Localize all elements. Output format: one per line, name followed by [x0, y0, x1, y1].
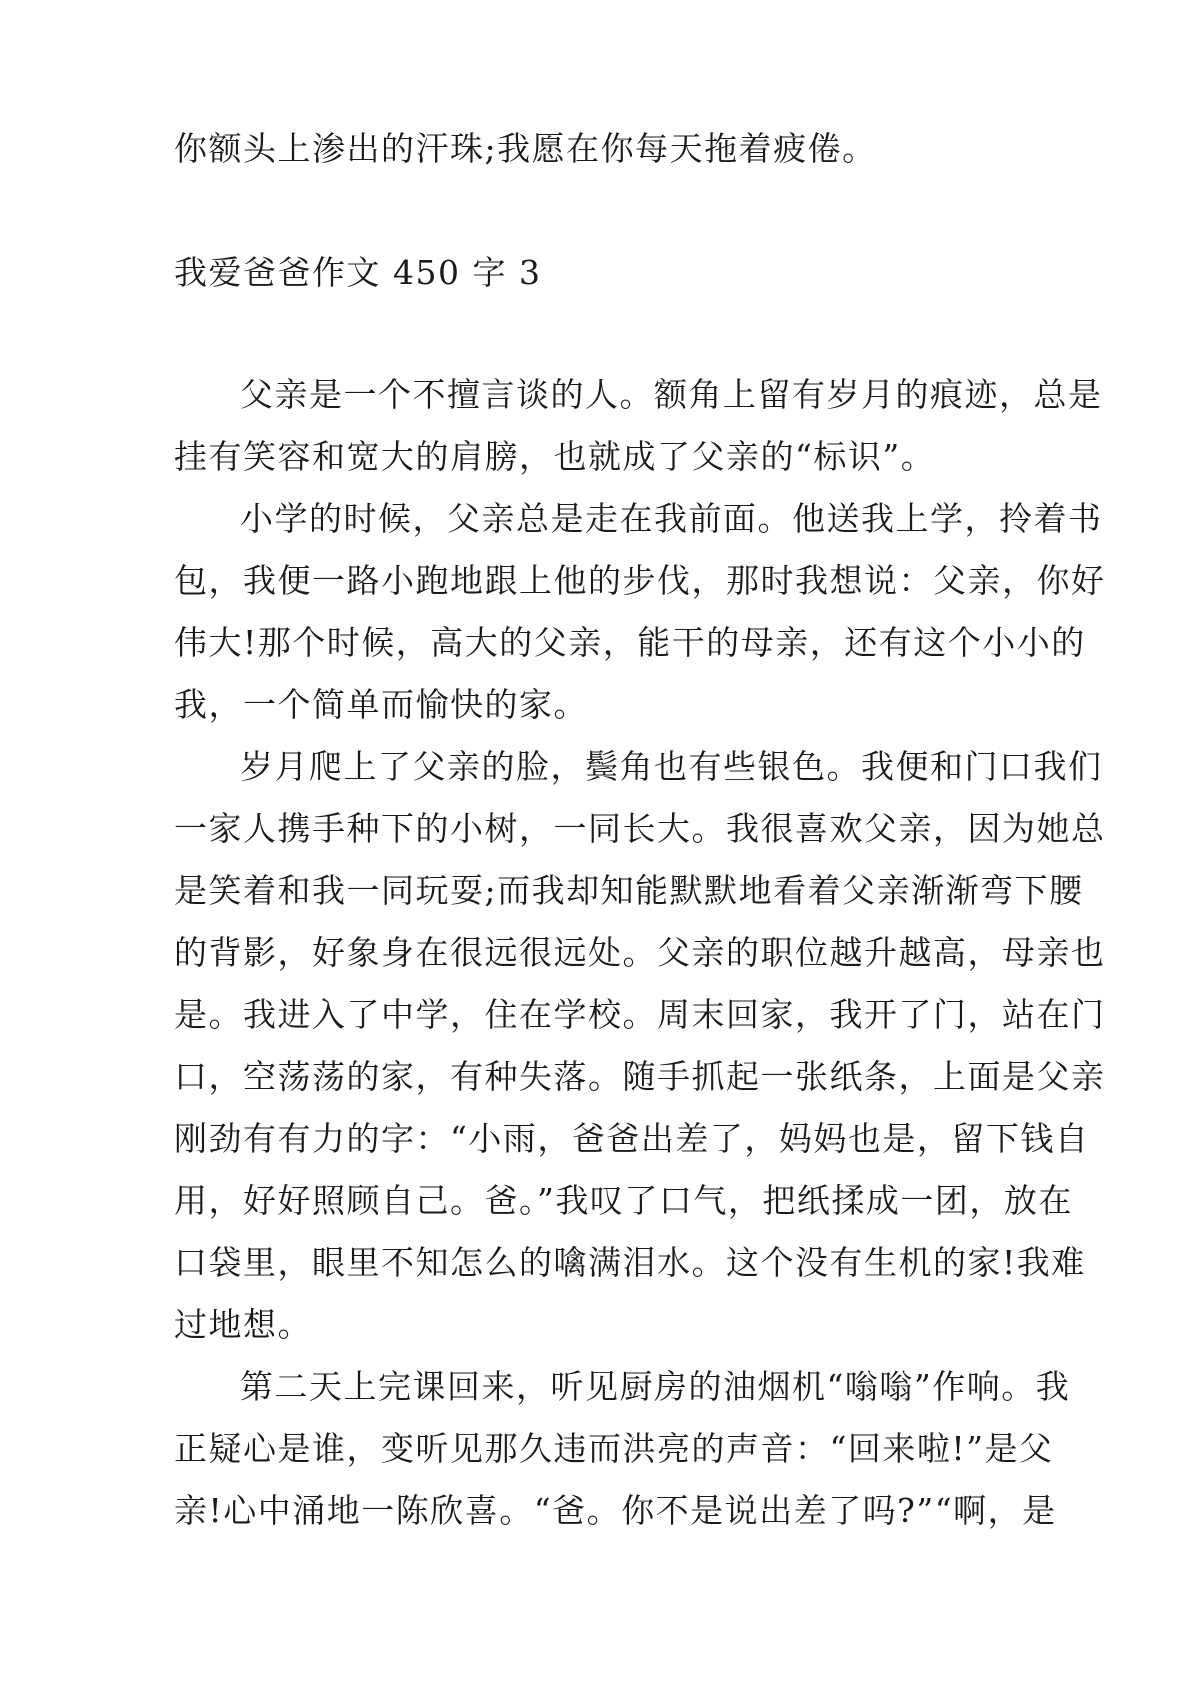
paragraph-1: [174, 364, 1103, 488]
paragraph-line: 父亲是一个不擅言谈的人。额角上留有岁月的痕迹，总是: [240, 375, 1103, 414]
heading-text: 我爱爸爸作文 450 字 3: [174, 253, 542, 292]
paragraph-line: 是。我进入了中学，住在学校。周末回家，我开了门，站在门: [174, 995, 1106, 1034]
paragraph-line: 过地想。: [174, 1305, 312, 1344]
essay-body: [174, 364, 1106, 1542]
paragraph-line: 口，空荡荡的家，有种失落。随手抓起一张纸条，上面是父亲: [174, 1057, 1106, 1096]
paragraph-line: 一家人携手种下的小树，一同长大。我很喜欢父亲，因为她总: [174, 809, 1106, 848]
paragraph-line: 是笑着和我一同玩耍;而我却知能默默地看着父亲渐渐弯下腰: [174, 871, 1084, 910]
paragraph-line: 我，一个简单而愉快的家。: [174, 685, 588, 724]
paragraph-line: 包，我便一路小跑地跟上他的步伐，那时我想说：父亲，你好: [174, 561, 1106, 600]
intro-text: [174, 118, 1032, 180]
essay-heading: [174, 242, 1032, 304]
paragraph-line: 正疑心是谁，变听见那久违而洪亮的声音：“回来啦!”是父: [174, 1429, 1054, 1468]
paragraph-line: 伟大!那个时候，高大的父亲，能干的母亲，还有这个小小的: [174, 623, 1086, 662]
paragraph-line: 的背影，好象身在很远很远处。父亲的职位越升越高，母亲也: [174, 933, 1106, 972]
paragraph-line: 亲!心中涌地一陈欣喜。“爸。你不是说出差了吗?”“啊，是: [174, 1491, 1057, 1530]
paragraph-line: 挂有笑容和宽大的肩膀，也就成了父亲的“标识”。: [174, 437, 936, 476]
paragraph-line: 刚劲有有力的字：“小雨，爸爸出差了，妈妈也是，留下钱自: [174, 1119, 1090, 1158]
paragraph-3: [174, 736, 1106, 1356]
paragraph-2: [174, 488, 1106, 736]
intro-line: 你额头上渗出的汗珠;我愿在你每天拖着疲倦。: [174, 129, 877, 168]
paragraph-line: 小学的时候，父亲总是走在我前面。他送我上学，拎着书: [240, 499, 1103, 538]
paragraph-line: 第二天上完课回来，听见厨房的油烟机“嗡嗡”作响。我: [240, 1367, 1071, 1406]
paragraph-line: 口袋里，眼里不知怎么的噙满泪水。这个没有生机的家!我难: [174, 1243, 1086, 1282]
paragraph-line: 岁月爬上了父亲的脸，鬓角也有些银色。我便和门口我们: [240, 747, 1103, 786]
paragraph-line: 用，好好照顾自己。爸。”我叹了口气，把纸揉成一团，放在: [174, 1181, 1073, 1220]
paragraph-4: [174, 1356, 1071, 1542]
